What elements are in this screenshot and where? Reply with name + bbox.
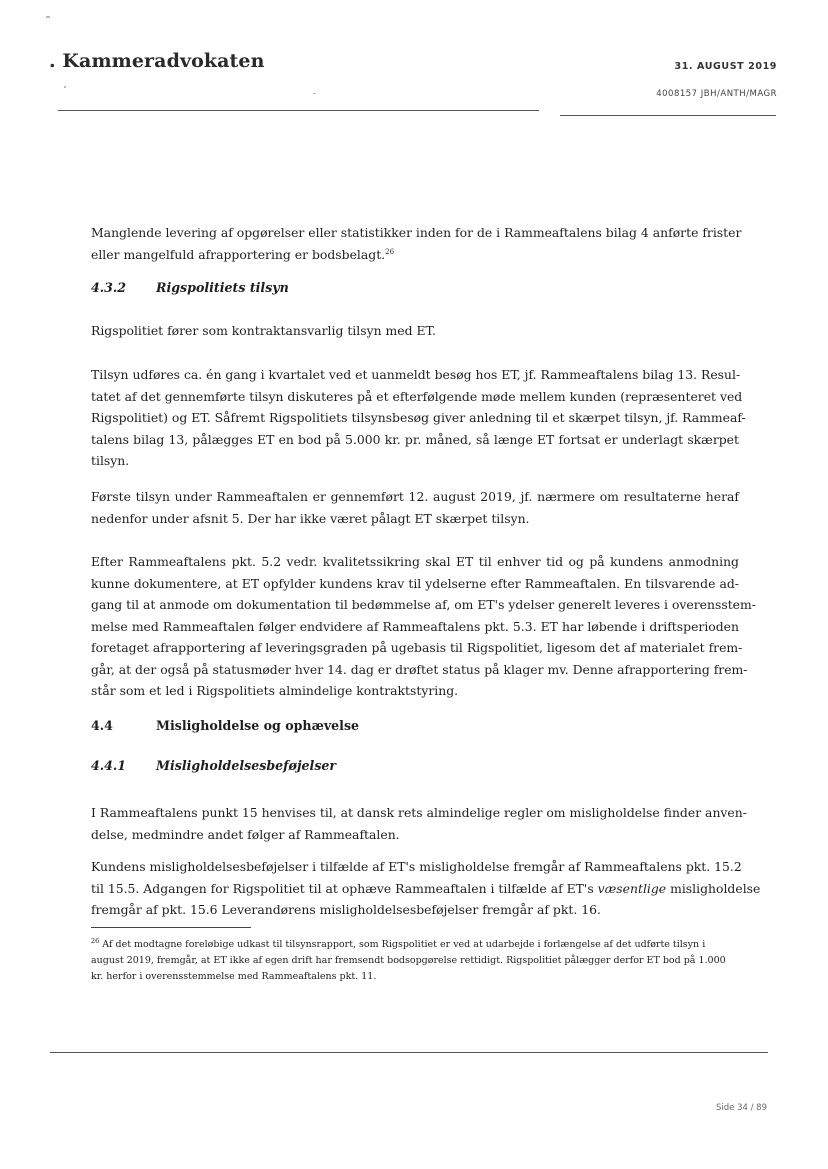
text-line: foretaget afrapportering af leveringsgraden på ugebasis til Rigspolitiet, ligesom det af materialet frem- xyxy=(91,640,743,655)
footnote-line: august 2019, fremgår, at ET ikke af egen drift har fremsendt bodsopgørelse rettidigt. Rigspolitiet pålægger derfor ET bod på 1.000 xyxy=(91,955,726,966)
text-segment: til 15.5. Adgangen for Rigspolitiet til at ophæve Rammeaftalen i tilfælde af ET's xyxy=(91,880,594,896)
text-line: Første tilsyn under Rammeaftalen er gennemført 12. august 2019, jf. nærmere om resultaterne heraf xyxy=(91,489,739,504)
footnote-26 xyxy=(91,937,739,985)
text-line: nedenfor under afsnit 5. Der har ikke været pålagt ET skærpet tilsyn. xyxy=(91,510,530,526)
paragraph-kvartal xyxy=(91,364,746,472)
document-reference: 4008157 JBH/ANTH/MAGR xyxy=(656,89,777,99)
text-segment: misligholdelse xyxy=(670,880,761,896)
footnote-number: 26 xyxy=(91,936,100,945)
text-line xyxy=(91,878,761,900)
text-line: Manglende levering af opgørelser eller statistikker inden for de i Rammeaftalens bilag 4 anførte frister xyxy=(91,225,742,240)
text-line: fremgår af pkt. 15.6 Leverandørens misligholdelsesbeføjelser fremgår af pkt. 16. xyxy=(91,902,601,917)
paragraph-foerste-tilsyn xyxy=(91,486,739,529)
footnote-rule xyxy=(91,927,251,928)
text-line: Rigspolitiet fører som kontraktansvarlig tilsyn med ET. xyxy=(91,323,436,338)
scan-speck xyxy=(64,86,66,88)
text-line: Tilsyn udføres ca. én gang i kvartalet ved et uanmeldt besøg hos ET, jf. Rammeaftalens bilag 13. Resul- xyxy=(91,367,741,382)
text-line: tilsyn. xyxy=(91,453,130,468)
text-line: Kundens misligholdelsesbeføjelser i tilfælde af ET's misligholdelse fremgår af Rammeaftalens pkt. 15.2 xyxy=(91,859,742,874)
text-line: står som et led i Rigspolitiets almindelige kontraktstyring. xyxy=(91,683,459,698)
section-title: Misligholdelse og ophævelse xyxy=(156,718,360,733)
footnote-text: Af det modtagne foreløbige udkast til tilsynsrapport, som Rigspolitiet er ved at udarbejde i forlængelse af det udførte tilsyn i xyxy=(102,939,706,950)
text-line: tatet af det gennemførte tilsyn diskuteres på et efterfølgende møde mellem kunden (repræsenteret ved xyxy=(91,388,743,404)
emphasis-text: væsentlige xyxy=(597,880,667,896)
page-number: Side 34 / 89 xyxy=(716,1103,767,1113)
section-title: Misligholdelsesbeføjelser xyxy=(156,758,337,773)
section-number: 4.4 xyxy=(91,718,113,733)
paragraph-tilsyn xyxy=(91,320,739,342)
header-rule-right xyxy=(560,115,776,116)
paragraph-misligholdelsesbefoejelser xyxy=(91,856,761,921)
section-title: Rigspolitiets tilsyn xyxy=(156,280,289,295)
footnote-line xyxy=(91,937,739,953)
kammeradvokaten-logo: . Kammeradvokaten xyxy=(49,50,265,72)
text-line: delse, medmindre andet følger af Rammeaftalen. xyxy=(91,826,400,842)
section-number: 4.4.1 xyxy=(91,758,127,773)
text-line: gang til at anmode om dokumentation til bedømmelse af, om ET's ydelser generelt leveres i overensstem- xyxy=(91,597,756,612)
text-line: Rigspolitiet) og ET. Såfremt Rigspolitiets tilsynsbesøg giver anledning til et skærpet tilsyn, jf. Rammeaf- xyxy=(91,410,746,425)
paragraph-kvalitetssikring xyxy=(91,551,756,702)
text-line: I Rammeaftalens punkt 15 henvises til, at dansk rets almindelige regler om misligholdelse finder anven- xyxy=(91,805,747,820)
text-line: kunne dokumentere, at ET opfylder kundens krav til ydelserne efter Rammeaftalen. En tilsvarende ad- xyxy=(91,575,739,591)
header-rule-left xyxy=(58,110,539,111)
text-line: går, at der også på statusmøder hver 14. dag er drøftet status på klager mv. Denne afrapportering frem- xyxy=(91,661,748,677)
footnote-reference: 26 xyxy=(385,247,395,256)
footnote-line: kr. herfor i overensstemmelse med Rammeaftalens pkt. 11. xyxy=(91,971,377,982)
text-line xyxy=(91,244,739,266)
paragraph-punkt-15 xyxy=(91,802,747,845)
paragraph-bodsbelagt xyxy=(91,222,742,265)
text-line: melse med Rammeaftalen følger endvidere af Rammeaftalens pkt. 5.3. ET har løbende i driftsperioden xyxy=(91,618,739,634)
scan-speck xyxy=(46,16,50,18)
text-line: Efter Rammeaftalens pkt. 5.2 vedr. kvalitetssikring skal ET til enhver tid og på kundens anmodning xyxy=(91,554,739,569)
scan-speck xyxy=(313,93,316,94)
document-date: 31. AUGUST 2019 xyxy=(674,61,777,72)
text-line-content: eller mangelfuld afrapportering er bodsbelagt. xyxy=(91,246,386,262)
footer-rule xyxy=(50,1052,768,1053)
section-number: 4.3.2 xyxy=(91,280,127,295)
text-line: talens bilag 13, pålægges ET en bod på 5.000 kr. pr. måned, så længe ET fortsat er underlagt skærpet xyxy=(91,431,739,447)
